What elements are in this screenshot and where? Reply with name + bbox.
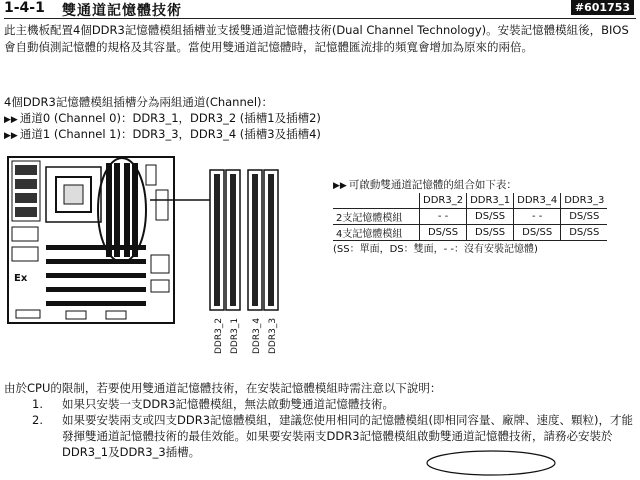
slot-label-ddr3-1: DDR3_1 [230, 317, 240, 354]
limits-intro: 由於CPU的限制，若要使用雙通道記憶體技術，在安裝記憶體模組時需注意以下說明： [4, 381, 442, 395]
double-arrow-icon: ▶▶ [4, 115, 18, 125]
channels-heading: 4個DDR3記憶體模組插槽分為兩組通道(Channel)： [4, 95, 274, 109]
slot-label-ddr3-3: DDR3_3 [268, 317, 278, 354]
table-row-label: 4支記憶體模組 [333, 225, 420, 241]
channel-1-text: 通道1 (Channel 1)：DDR3_3，DDR3_4 (插槽3及插槽4) [19, 127, 321, 141]
slot-label-ddr3-4: DDR3_4 [252, 317, 262, 354]
table-cell: - - [514, 209, 561, 225]
table-header-cell [333, 193, 420, 209]
table-cell: - - [420, 209, 467, 225]
combo-table-note: (SS：單面，DS：雙面，- -：沒有安裝記憶體) [333, 244, 538, 255]
dimm-slots-enlarged [208, 168, 283, 358]
table-row [333, 225, 607, 241]
list-item-number: 1. [32, 397, 43, 411]
slot-label-ddr3-2: DDR3_2 [214, 317, 224, 354]
slot-highlight-circle [424, 448, 558, 478]
table-header-cell: DDR3_2 [420, 193, 467, 209]
table-header-cell: DDR3_4 [514, 193, 561, 209]
table-cell: DS/SS [514, 225, 561, 241]
motherboard-illustration [6, 155, 176, 325]
table-cell: DS/SS [420, 225, 467, 241]
combo-table-title-text: 可啟動雙通道記憶體的組合如下表： [348, 179, 517, 191]
channel-1-line [4, 126, 321, 144]
table-header-cell: DDR3_3 [561, 193, 608, 209]
list-item-number: 2. [32, 413, 43, 427]
table-header-cell: DDR3_1 [467, 193, 514, 209]
title-rule [4, 18, 636, 19]
table-cell: DS/SS [561, 225, 608, 241]
intro-paragraph: 此主機板配置4個DDR3記憶體模組插槽並支援雙通道記憶體技術(Dual Channel Technology)。安裝記憶體模組後，BIOS會自動偵測記憶體的規格及其容量。當使用雙通道記憶體時，記憶體匯流排的頻寬會增加為原來的兩倍。 [4, 23, 629, 54]
list-item-text: 如果只安裝一支DDR3記憶體模組，無法啟動雙通道記憶體技術。 [62, 397, 395, 411]
section-number: 1-4-1 [4, 0, 45, 16]
dual-channel-combo-table [333, 193, 607, 241]
table-cell: DS/SS [561, 209, 608, 225]
combo-table-title [333, 177, 517, 192]
table-cell: DS/SS [467, 209, 514, 225]
channel-0-text: 通道0 (Channel 0)：DDR3_1，DDR3_2 (插槽1及插槽2) [19, 111, 321, 125]
double-arrow-icon: ▶▶ [333, 181, 347, 191]
svg-text:Ex: Ex [14, 273, 28, 284]
section-title: 雙通道記憶體技術 [62, 3, 182, 19]
table-cell: DS/SS [467, 225, 514, 241]
list-item [4, 396, 636, 412]
model-code-badge: #601753 [571, 0, 634, 15]
table-header-row [333, 193, 607, 209]
list-item-text: 如果要安裝兩支或四支DDR3記憶體模組，建議您使用相同的記憶體模組(即相同容量、廠牌、速度、顆粒)，才能發揮雙通道記憶體技術的最佳效能。如果要安裝兩支DDR3記憶體模組啟動雙通道記憶體技術，請務必安裝於DDR3_1及DDR3_3插槽。 [62, 413, 633, 459]
table-row [333, 209, 607, 225]
table-row-label: 2支記憶體模組 [333, 209, 420, 225]
double-arrow-icon: ▶▶ [4, 131, 18, 141]
